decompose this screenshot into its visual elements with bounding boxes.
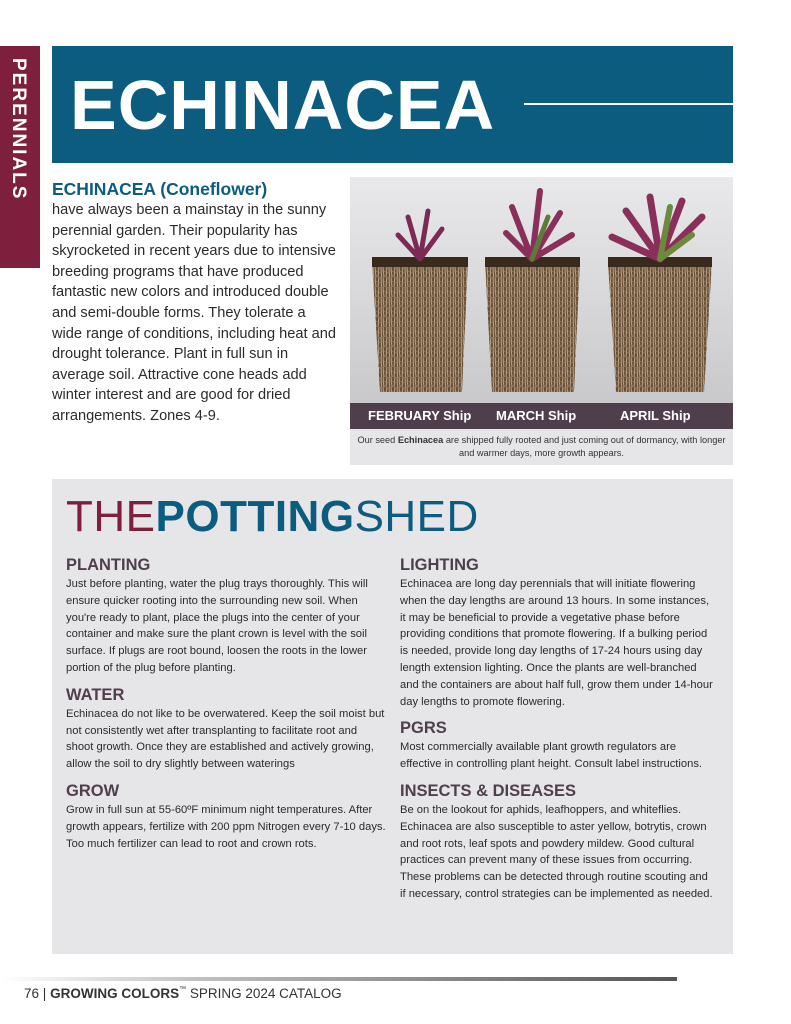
section-body: Echinacea do not like to be overwatered. Keep the soil moist but not consistently wet after transplanting to facilitate root and shoot growth. Once they are established and actively growing, allow the soil to dry slightly between waterings <box>66 707 385 771</box>
section-body: Most commercially available plant growth regulators are effective in controlling plant height. Consult label instructions. <box>400 741 703 771</box>
caption-text-end: are shipped fully rooted and just coming out of dormancy, with longer and warmer days, more growth appears. <box>443 435 726 458</box>
title-the: THE <box>66 492 156 541</box>
title-potting: POTTING <box>155 492 355 541</box>
ship-label-bar <box>350 403 733 429</box>
section-body: Grow in full sun at 55-60ºF minimum night temperatures. After growth appears, fertilize with 200 ppm Nitrogen every 7-10 days. Too much fertilizer can lead to root and crown rots. <box>66 803 386 850</box>
section-heading: GROW <box>66 781 120 800</box>
footer-catalog: SPRING 2024 CATALOG <box>186 986 342 1001</box>
section-body: Just before planting, water the plug trays thoroughly. This will ensure quicker rooting into the surrounding new soil. When you're ready to plant, place the plugs into the center of your container and make sure the plant crown is level with the soil surface. If plugs are root bound, loosen the roots in the lower portion of the plug before planting. <box>66 578 368 674</box>
side-tab-label: PERENNIALS <box>8 58 29 201</box>
plug-roots-photo <box>350 177 733 403</box>
section-heading: PGRS <box>400 719 447 738</box>
section-heading: LIGHTING <box>400 556 479 574</box>
banner-divider <box>524 103 733 105</box>
section-body: Be on the lookout for aphids, leafhoppers, and whiteflies. Echinacea are also susceptible to aster yellow, botrytis, crown and root rots, leaf spots and powdery mildew. Good cultural practices can prevent many of these issues from occurring. These problems can be detected through routine scouting and if necessary, control strategies can be implemented as needed. <box>400 803 713 900</box>
title-shed: SHED <box>354 492 479 541</box>
footer-separator: | <box>42 986 47 1001</box>
footer-rule <box>0 977 677 981</box>
ship-label-april: APRIL Ship <box>620 408 691 423</box>
section-heading: PLANTING <box>66 556 151 574</box>
trademark-symbol: ™ <box>179 986 187 993</box>
intro-text <box>52 178 337 427</box>
right-column <box>400 555 716 911</box>
photo-caption <box>356 434 727 459</box>
potting-shed-panel <box>52 479 733 954</box>
caption-text: Our seed <box>357 435 398 445</box>
ship-label-march: MARCH Ship <box>496 408 577 423</box>
photo-panel <box>350 177 733 465</box>
title-banner <box>52 46 733 163</box>
intro-body: have always been a mainstay in the sunny perennial garden. Their popularity has skyrocketed in recent years due to intensive breeding programs that have produced fantastic new colors and introduced double and semi-double forms. They tolerate a wide range of conditions, including heat and drought tolerance. Plant in full sun in average soil. Attractive cone heads add winter interest and are good for dried arrangements. Zones 4-9. <box>52 202 336 424</box>
caption-bold: Echinacea <box>397 435 444 445</box>
page-title: ECHINACEA <box>70 66 496 144</box>
section-heading: INSECTS & DISEASES <box>400 781 577 800</box>
footer-brand: GROWING COLORS <box>50 986 180 1001</box>
left-column <box>66 555 386 860</box>
page-number: 76 <box>24 986 40 1001</box>
potting-shed-title <box>66 492 479 541</box>
ship-label-february: FEBRUARY Ship <box>368 408 472 423</box>
intro-heading: ECHINACEA (Coneflower) <box>52 179 268 199</box>
section-heading: WATER <box>66 685 125 704</box>
section-body: Echinacea are long day perennials that will initiate flowering when the day lengths are around 13 hours. In some instances, it may be beneficial to provide a vegetative phase before providing conditions that promote flowering. If a bulking period is needed, provide long day lengths of 17-24 hours using day length extension lighting. Once the plants are well-branched and the containers are about half full, grow them under 14-hour day lengths to promote flowering. <box>400 578 713 708</box>
footer <box>24 986 342 1001</box>
